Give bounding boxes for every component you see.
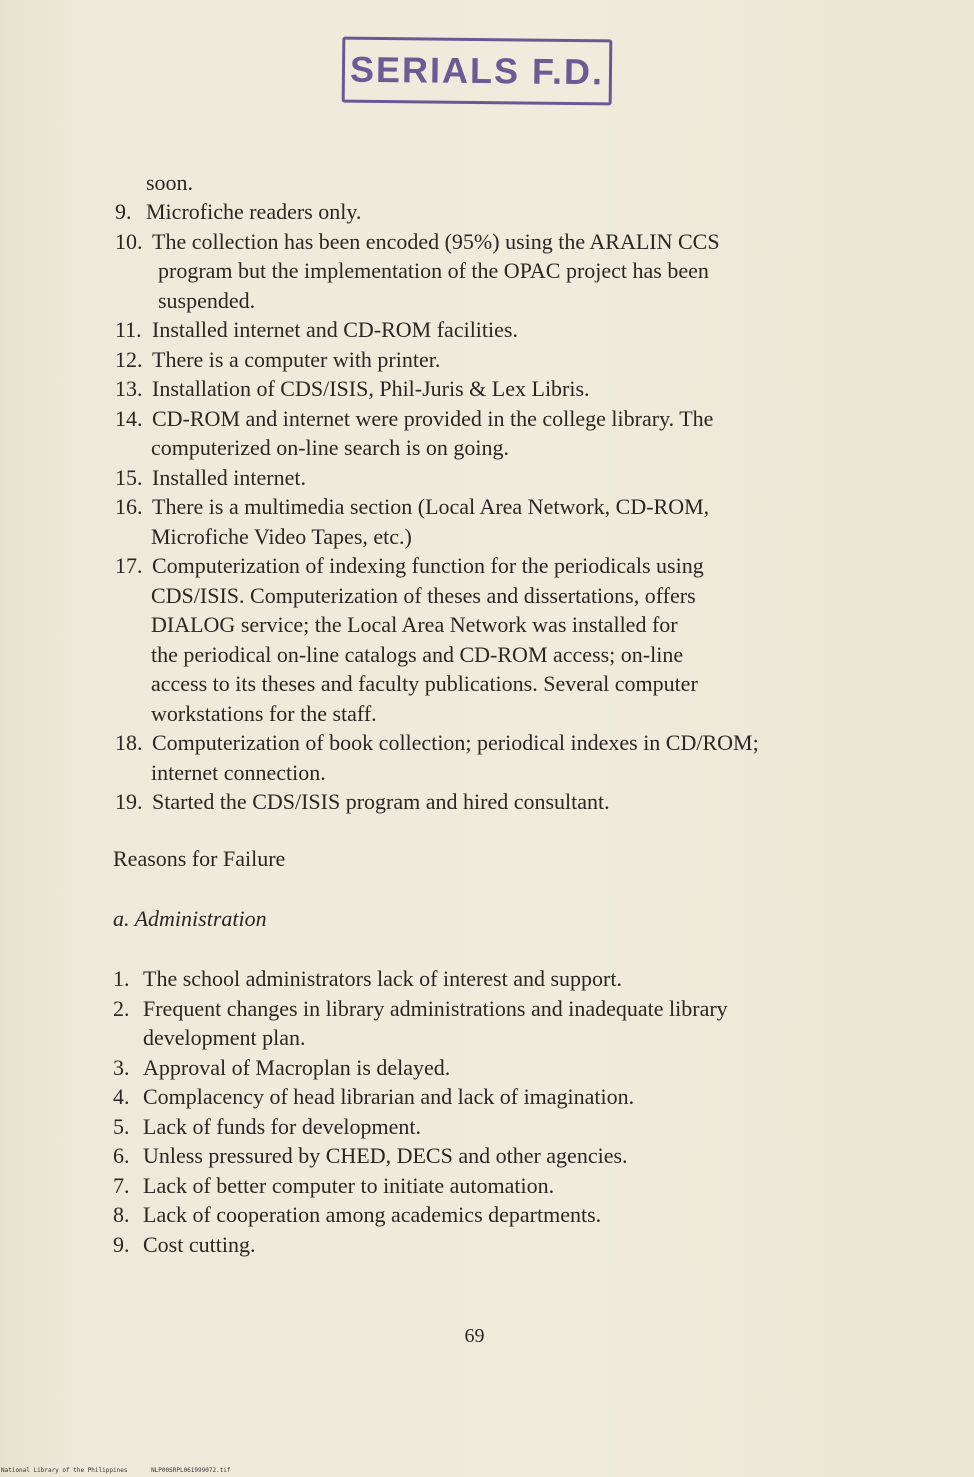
list-item-number: 14.	[115, 405, 143, 431]
list-item-text: There is a multimedia section (Local Area Network, CD-ROM,	[152, 494, 710, 519]
list-item-number: 4.	[113, 1084, 130, 1109]
footer-source: National Library of the Philippines	[1, 1467, 128, 1474]
section-heading: Reasons for Failure	[113, 846, 286, 871]
list-item-number: 13.	[115, 376, 143, 401]
scan-footer	[1, 1467, 251, 1474]
list-item-number: 10.	[115, 228, 143, 254]
list-item-number: 17.	[115, 553, 143, 578]
list-item-number: 8.	[113, 1202, 130, 1227]
list-item-number: 3.	[113, 1054, 130, 1080]
list-item-text: Installation of CDS/ISIS, Phil-Juris & Lex Libris.	[152, 376, 590, 401]
list-item-number: 19.	[115, 789, 143, 814]
list-item-number: 5.	[113, 1113, 130, 1139]
list-item-text: suspended.	[158, 287, 256, 313]
list-item-text: program but the implementation of the OPAC project has been	[158, 258, 709, 283]
list-item-text: Complacency of head librarian and lack of imagination.	[143, 1084, 635, 1109]
list-item-text: the periodical on-line catalogs and CD-ROM access; on-line	[151, 641, 684, 667]
footer-filename: NLP00SRPL061999072.tif	[151, 1467, 231, 1474]
list-item-text: internet connection.	[151, 759, 326, 785]
list-item-text: Lack of better computer to initiate automation.	[143, 1172, 555, 1198]
list-item-number: 1.	[113, 966, 130, 991]
list-item-text: The collection has been encoded (95%) using the ARALIN CCS	[152, 228, 720, 254]
list-item-text: workstations for the staff.	[151, 700, 377, 726]
list-item-text: Lack of cooperation among academics departments.	[143, 1202, 602, 1227]
list-item-text: Started the CDS/ISIS program and hired consultant.	[152, 789, 610, 814]
list-item-number: 12.	[115, 346, 143, 372]
list-item-text: Lack of funds for development.	[143, 1113, 421, 1139]
list-item-number: 15.	[115, 464, 143, 490]
list-item-text: Microfiche readers only.	[146, 199, 362, 224]
list-item-text: Frequent changes in library administrations and inadequate library	[143, 995, 728, 1021]
list-item-text: development plan.	[143, 1025, 306, 1050]
list-item-number: 16.	[115, 494, 143, 519]
list-item-number: 6.	[113, 1143, 130, 1168]
list-item-number: 9.	[113, 1231, 130, 1257]
list-item-number: 2.	[113, 995, 130, 1021]
list-item-text: computerized on-line search is on going.	[151, 435, 510, 460]
list-item-text: Unless pressured by CHED, DECS and other agencies.	[143, 1143, 628, 1168]
list-item-number: 11.	[115, 317, 142, 342]
list-item-text: Cost cutting.	[143, 1231, 256, 1257]
list-item-text: DIALOG service; the Local Area Network was installed for	[151, 612, 678, 637]
subsection-heading: a. Administration	[113, 906, 267, 931]
continuation-text: soon.	[146, 170, 194, 195]
list-item-text: CD-ROM and internet were provided in the college library. The	[152, 405, 714, 431]
page-number: 69	[464, 1325, 485, 1347]
list-item-text: Approval of Macroplan is delayed.	[143, 1054, 451, 1080]
list-item-number: 7.	[113, 1172, 130, 1198]
list-item-text: There is a computer with printer.	[152, 346, 441, 372]
list-item-text: Installed internet.	[152, 464, 306, 490]
list-item-number: 18.	[115, 730, 143, 755]
list-item-text: access to its theses and faculty publications. Several computer	[151, 671, 698, 696]
list-item-text: Installed internet and CD-ROM facilities.	[152, 317, 518, 342]
list-item-text: Computerization of indexing function for the periodicals using	[152, 553, 704, 578]
list-item-text: CDS/ISIS. Computerization of theses and dissertations, offers	[151, 582, 696, 608]
list-item-text: The school administrators lack of interest and support.	[143, 966, 622, 991]
list-item-text: Microfiche Video Tapes, etc.)	[151, 523, 412, 549]
list-item-text: Computerization of book collection; periodical indexes in CD/ROM;	[152, 730, 759, 755]
serials-stamp: SERIALS F.D.	[342, 37, 613, 106]
list-item-number: 9.	[115, 199, 132, 224]
